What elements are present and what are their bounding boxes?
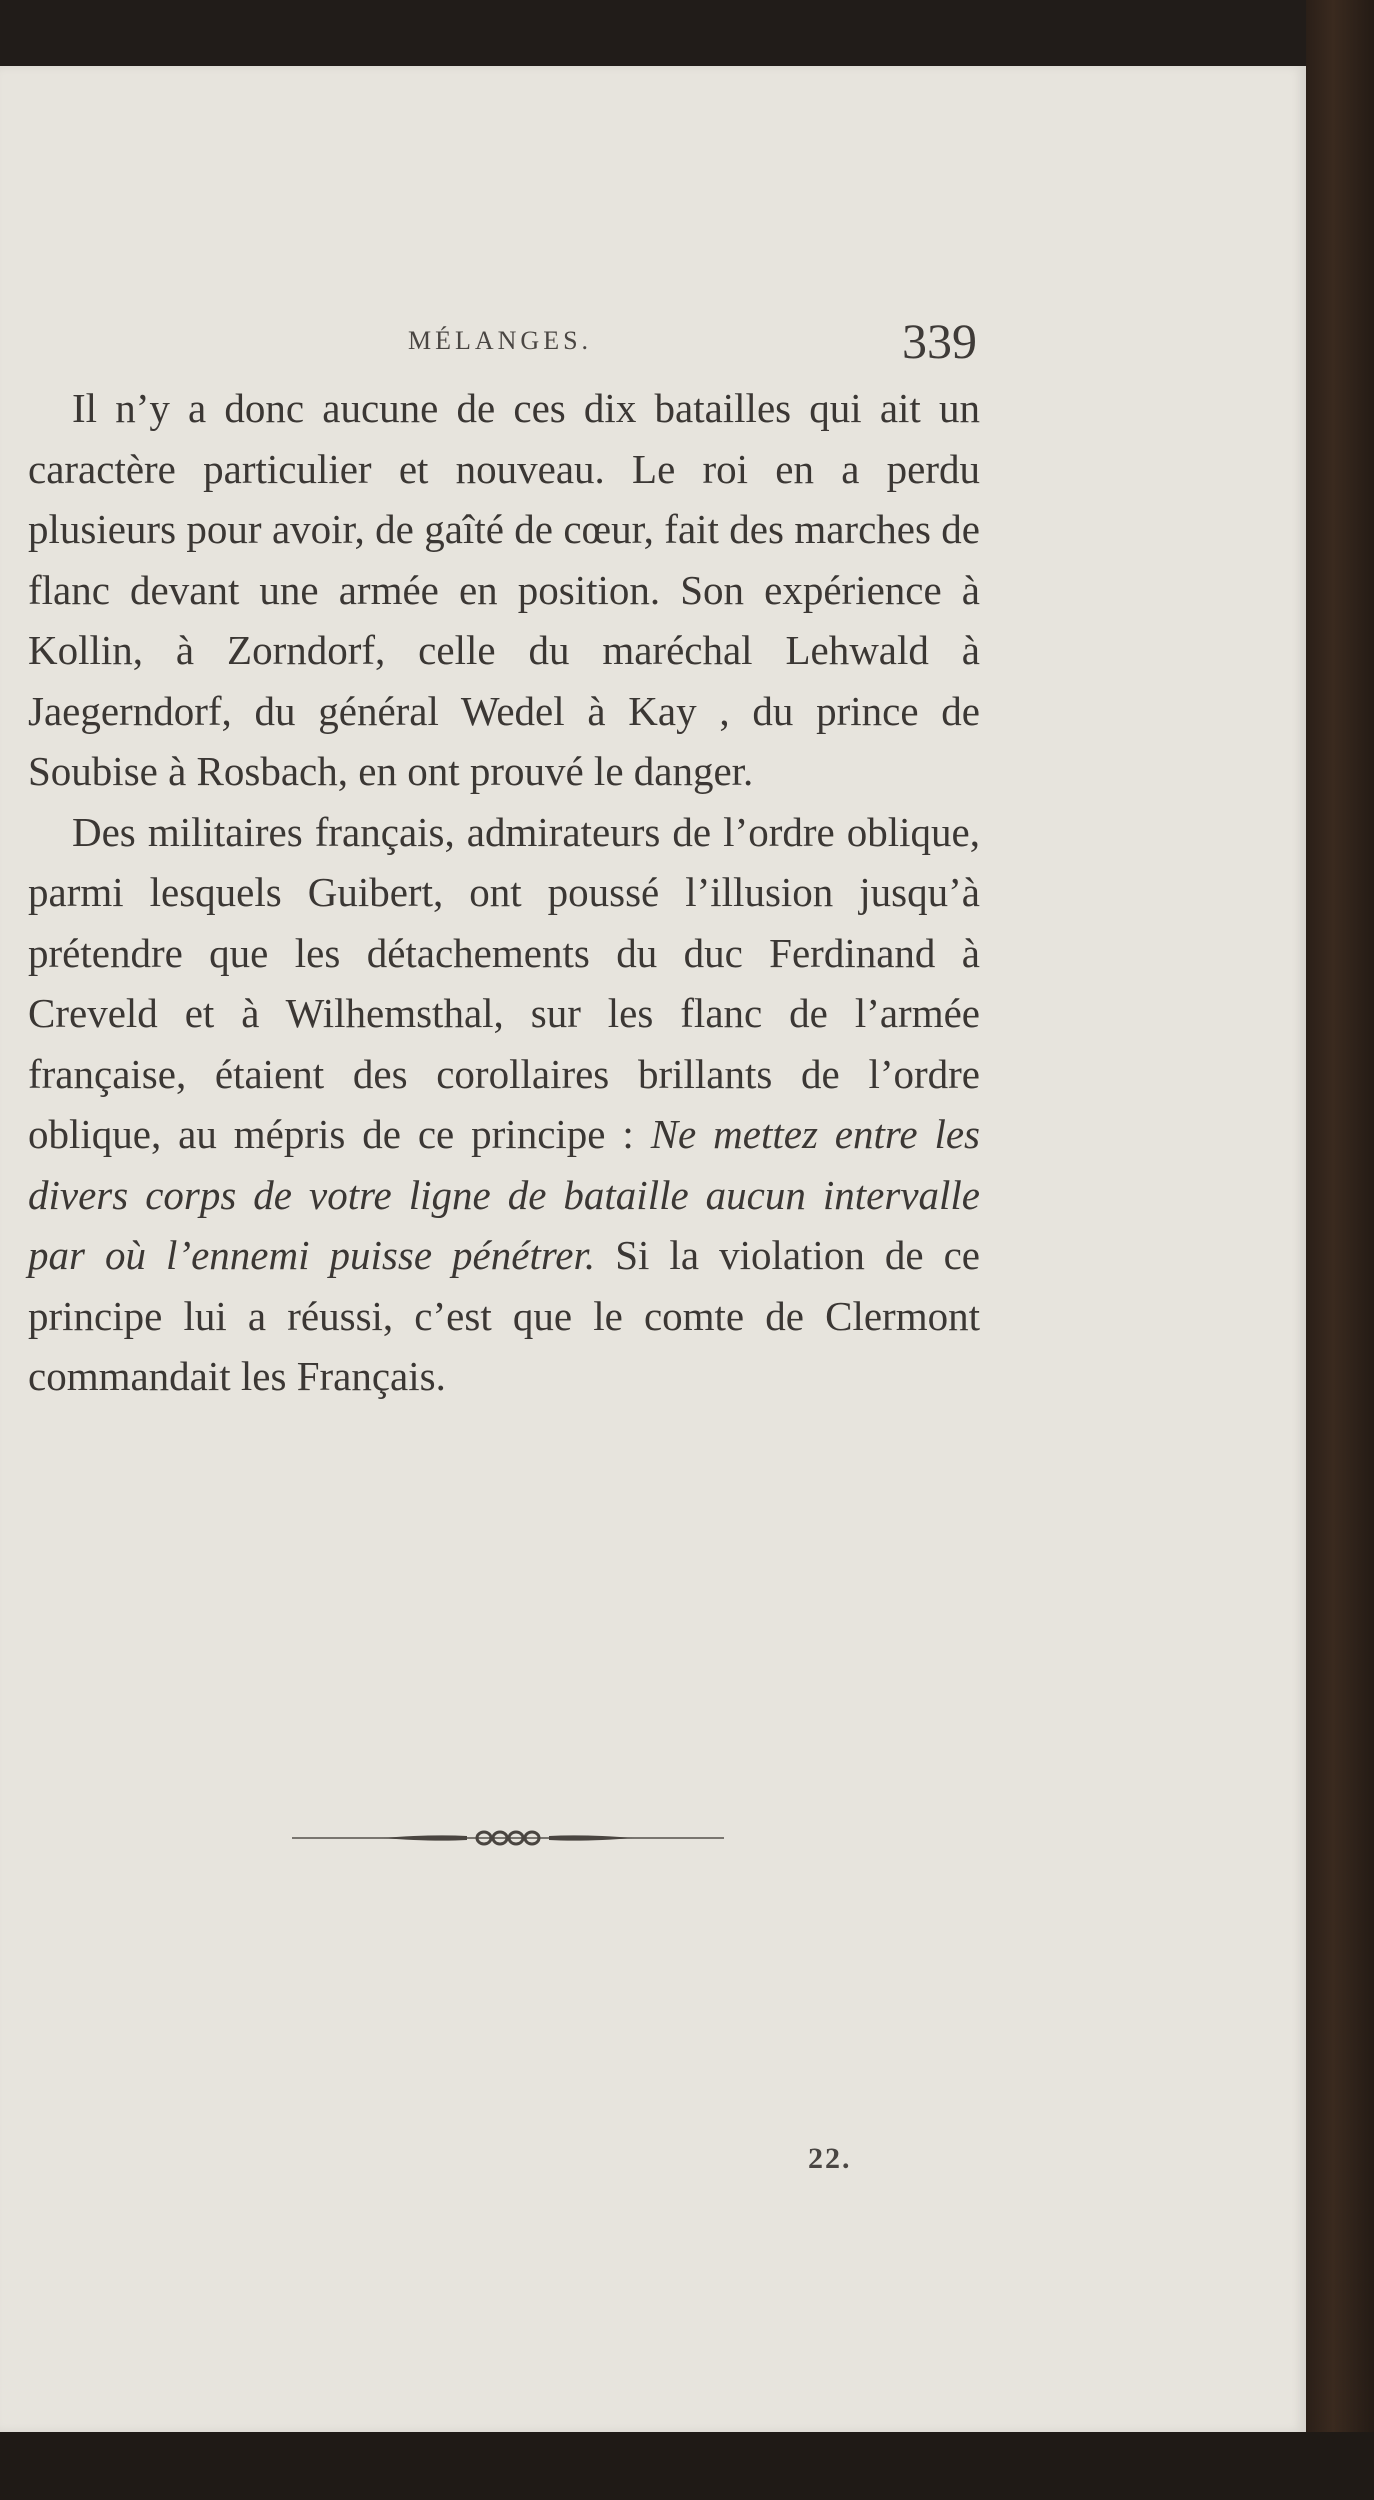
italic-principle-quote: Ne mettez entre les divers corps de votre ligne de bataille aucun intervalle par où l’ennemi puisse pénétrer.: [28, 1111, 980, 1278]
body-text: [28, 378, 980, 1407]
paragraph-2-text: Des militaires français, admirateurs de l’ordre oblique, parmi lesquels Guibert, ont poussé l’illusion jusqu’à prétendre que les détachements du duc Ferdinand à Creveld et à Wilhemsthal, sur les flanc de l’armée française, étaient des corollaires brillants de l’ordre oblique, au mépris de ce principe :: [28, 808, 980, 1157]
book-edge: [1306, 0, 1374, 2500]
section-title: MÉLANGES.: [408, 326, 593, 355]
scan-bottom-border: [0, 2432, 1374, 2500]
running-head: [0, 312, 1306, 372]
paragraph-2: [28, 802, 980, 1407]
signature-mark: 22.: [808, 2142, 852, 2175]
book-page: [0, 66, 1306, 2432]
paragraph-2-conclusion: Si la violation de ce principe lui a réussi, c’est que le comte de Clermont commandait les Français.: [28, 1232, 981, 1399]
decorative-rule: [292, 1826, 724, 1850]
page-number: 339: [902, 313, 977, 369]
scan-top-border: [0, 0, 1374, 66]
paragraph-1: Il n’y a donc aucune de ces dix batailles qui ait un caractère particulier et nouveau. Le roi en a perdu plusieurs pour avoir, de gaîté de cœur, fait des marches de flanc devant une armée en position. Son expérience à Kollin, à Zorndorf, celle du maréchal Lehwald à Jaegerndorf, du général Wedel à Kay , du prince de Soubise à Rosbach, en ont prouvé le danger.: [28, 385, 980, 794]
